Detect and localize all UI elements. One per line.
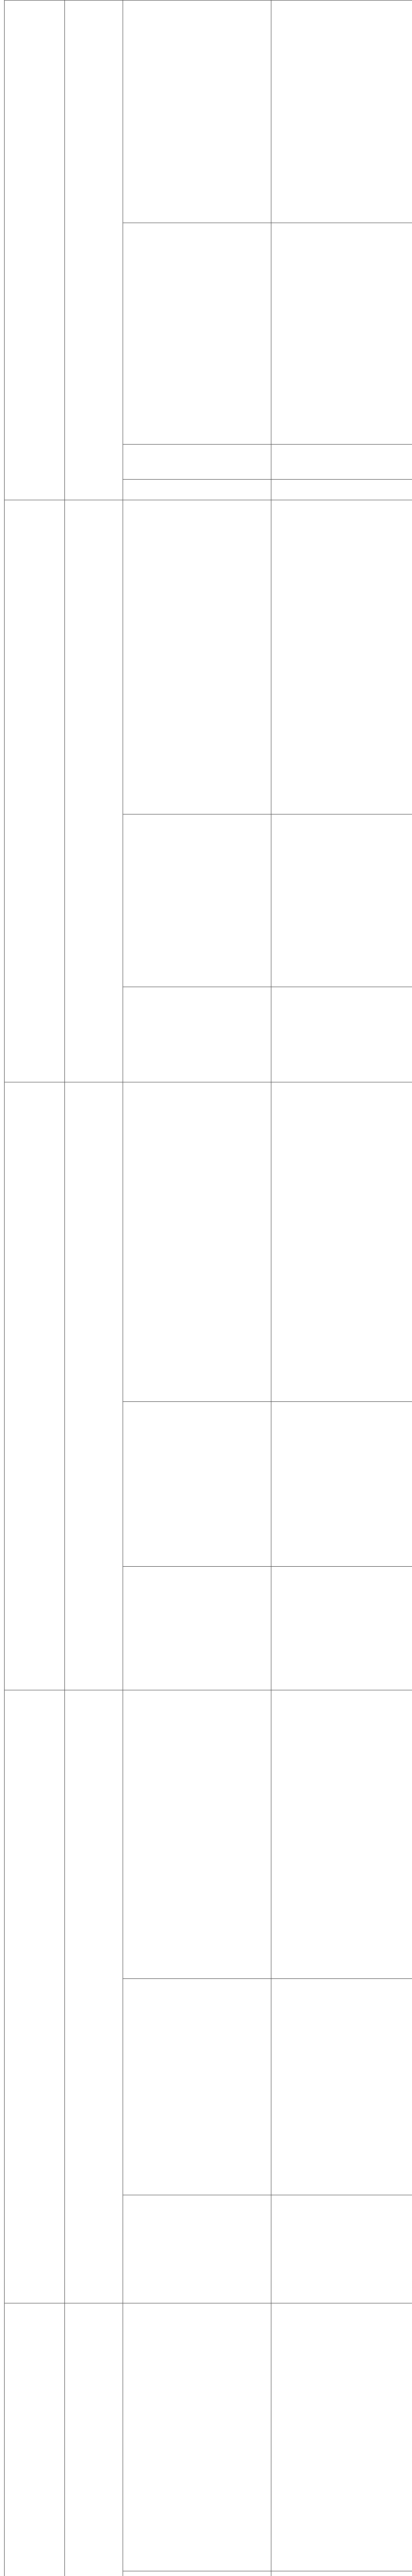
- cell-a: [123, 1082, 271, 1402]
- cell-a: [123, 2571, 271, 2576]
- cell-b: [271, 2571, 412, 2576]
- cell-a: [123, 815, 271, 987]
- cell-a: [123, 1690, 271, 1979]
- cell-a: [123, 1567, 271, 1690]
- table-row: [5, 1690, 412, 1979]
- cell-b: [271, 1690, 412, 1979]
- cell-b: [271, 987, 412, 1082]
- river-section-table: [4, 0, 412, 2576]
- cell-b: [271, 445, 412, 480]
- cell-b: [271, 1979, 412, 2195]
- table-row: [5, 500, 412, 815]
- cell-b: [271, 815, 412, 987]
- document-page: [4, 0, 408, 2576]
- point-cell: [65, 1690, 123, 2303]
- province-cell: [5, 1, 65, 500]
- cell-b: [271, 480, 412, 500]
- cell-a: [123, 2195, 271, 2303]
- province-cell: [5, 1082, 65, 1690]
- cell-a: [123, 500, 271, 815]
- point-cell: [65, 2303, 123, 2576]
- point-cell: [65, 1082, 123, 1690]
- table-body: [5, 1, 412, 2576]
- cell-a: [123, 223, 271, 445]
- table-row: [5, 1, 412, 223]
- cell-b: [271, 2195, 412, 2303]
- cell-b: [271, 223, 412, 445]
- cell-a: [123, 987, 271, 1082]
- cell-b: [271, 1402, 412, 1567]
- point-cell: [65, 500, 123, 1082]
- cell-b: [271, 1082, 412, 1402]
- province-cell: [5, 2303, 65, 2576]
- cell-a: [123, 445, 271, 480]
- cell-a: [123, 480, 271, 500]
- cell-b: [271, 1, 412, 223]
- table-row: [5, 2303, 412, 2571]
- cell-a: [123, 2303, 271, 2571]
- cell-a: [123, 1, 271, 223]
- province-cell: [5, 1690, 65, 2303]
- cell-a: [123, 1979, 271, 2195]
- province-cell: [5, 500, 65, 1082]
- point-cell: [65, 1, 123, 500]
- cell-a: [123, 1402, 271, 1567]
- cell-b: [271, 500, 412, 815]
- table-row: [5, 1082, 412, 1402]
- cell-b: [271, 1567, 412, 1690]
- cell-b: [271, 2303, 412, 2571]
